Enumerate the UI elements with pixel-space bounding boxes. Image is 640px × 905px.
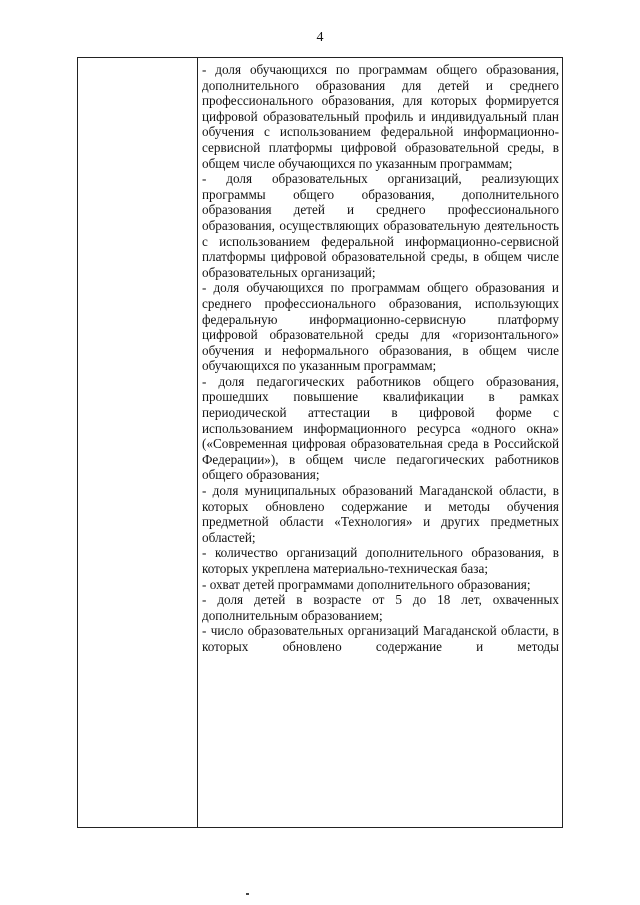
list-item: - количество организаций дополнительного образования, в которых укреплена материально-техническая база; (202, 545, 559, 576)
scan-speck (246, 893, 249, 895)
list-item: - доля образовательных организаций, реализующих программы общего образования, дополнительного образования детей и среднего профессионального образования, осуществляющих образовательную деятельность с использованием федеральной информационно-сервисной платформы цифровой образовательной среды, в общем числе образовательных организаций; (202, 171, 559, 280)
table-left-column (78, 58, 198, 827)
list-item: - число образовательных организаций Магаданской области, в которых обновлено содержание и методы (202, 623, 559, 654)
list-item: - доля детей в возрасте от 5 до 18 лет, охваченных дополнительным образованием; (202, 592, 559, 623)
table-right-column (202, 62, 559, 655)
list-item: - доля обучающихся по программам общего образования, дополнительного образования для детей и среднего профессионального образования, для которых формируется цифровой образовательный профиль и индивидуальный план обучения с использованием федеральной информационно-сервисной платформы цифровой образовательной среды, в общем числе обучающихся по указанным программам; (202, 62, 559, 171)
list-item: - охват детей программами дополнительного образования; (202, 576, 531, 592)
content-table (77, 57, 563, 828)
list-item: - доля педагогических работников общего образования, прошедших повышение квалификации в рамках периодической аттестации в цифровой форме с использованием информационного ресурса «одного окна» («Современная цифровая образовательная среда в Российской Федерации»), в общем числе педагогических работников общего образования; (202, 373, 559, 483)
list-item: - доля муниципальных образований Магаданской области, в которых обновлено содержание и методы обучения предметной области «Технология» и других предметных областей; (202, 483, 559, 545)
page-number: 4 (316, 30, 324, 45)
list-item: - доля обучающихся по программам общего образования и среднего профессионального образования, использующих федеральную информационно-сервисную платформу цифровой образовательной среды для «горизонтального» обучения и неформального образования, в общем числе обучающихся по указанным программам; (202, 280, 559, 374)
